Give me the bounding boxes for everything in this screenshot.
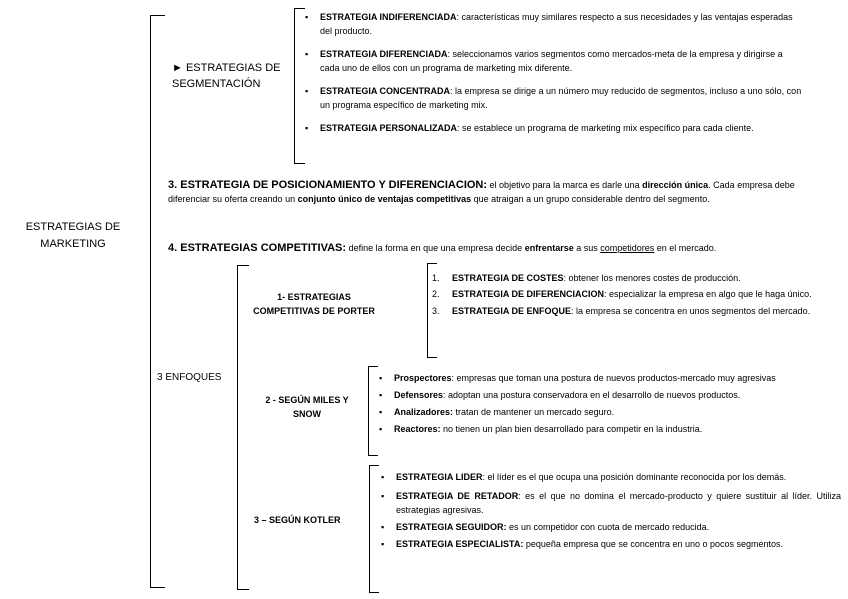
bullet-icon: ▪	[381, 472, 385, 482]
item-number: 3.	[432, 306, 440, 316]
competitivas-bold-1: enfrentarse	[524, 243, 574, 253]
posicionamiento-bold-2: conjunto único de ventajas competitivas	[297, 194, 472, 204]
porter-item	[432, 271, 832, 285]
bullet-icon: ▪	[379, 390, 383, 400]
kotler-item	[379, 470, 841, 484]
bullet-icon: ▪	[381, 491, 385, 501]
segmentacion-item	[303, 84, 803, 112]
item-text: no tienen un plan bien desarrollado para competir en la industria.	[440, 424, 703, 434]
miles-item	[377, 405, 832, 419]
posicionamiento-text-2: . Cada empresa debe diferenciar su oferta creando un	[168, 180, 795, 204]
bullet-icon: ▪	[305, 49, 309, 59]
competitivas-title: 4. ESTRATEGIAS COMPETITIVAS:	[168, 242, 347, 254]
kotler-bracket	[369, 465, 379, 593]
main-title: ESTRATEGIAS DE MARKETING	[25, 221, 121, 250]
item-text: : se establece un programa de marketing mix específico para cada cliente.	[457, 123, 754, 133]
segmentacion-label: ► ESTRATEGIAS DE SEGMENTACIÓN	[172, 62, 281, 90]
item-title: ESTRATEGIA LIDER	[396, 472, 483, 482]
segmentacion-item	[303, 10, 803, 38]
item-number: 2.	[432, 289, 440, 299]
enfoques-label: 3 ENFOQUES	[157, 372, 222, 383]
item-text: tratan de mantener un mercado seguro.	[453, 407, 615, 417]
bullet-icon: ▪	[379, 407, 383, 417]
bullet-icon: ▪	[379, 424, 383, 434]
item-text: pequeña empresa que se concentra en uno o pocos segmentos.	[523, 539, 784, 549]
competitivas-underline-1: competidores	[600, 243, 655, 253]
item-text: : la empresa se dirige a un número muy reducido de segmentos, incluso a uno sólo, con un programa específico de marketing mix.	[320, 86, 802, 110]
miles-item	[377, 422, 832, 436]
bullet-icon: ▪	[305, 123, 309, 133]
item-text: : especializar la empresa en algo que le haga único.	[604, 289, 812, 299]
item-text: : es el que no domina el mercado-producto y quiere sustituir al líder. Utiliza estrategias agresivas.	[396, 491, 841, 515]
item-text: : la empresa se concentra en unos segmentos del mercado.	[571, 306, 811, 316]
bullet-icon: ▪	[305, 12, 309, 22]
item-text: : obtener los menores costes de producción.	[563, 273, 741, 283]
kotler-label: 3 – SEGÚN KOTLER	[254, 515, 341, 525]
posicionamiento-bold-1: dirección única	[642, 180, 709, 190]
item-title: ESTRATEGIA ESPECIALISTA:	[396, 539, 524, 549]
porter-item	[432, 287, 832, 301]
item-text: : seleccionamos varios segmentos como mercados-meta de la empresa y dirigirse a cada uno de ellos con un programa de marketing mix diferente.	[320, 49, 783, 73]
kotler-item	[379, 520, 841, 534]
miles-item	[377, 371, 832, 385]
segmentacion-item	[303, 121, 803, 135]
competitivas-text-1: define la forma en que una empresa decide	[346, 243, 525, 253]
item-title: Reactores:	[394, 424, 441, 434]
posicionamiento-text-1: el objetivo para la marca es darle una	[487, 180, 643, 190]
item-title: Analizadores:	[394, 407, 454, 417]
bullet-icon: ▪	[379, 373, 383, 383]
item-title: ESTRATEGIA DE ENFOQUE	[452, 306, 572, 316]
posicionamiento-title: 3. ESTRATEGIA DE POSICIONAMIENTO Y DIFERENCIACION:	[168, 179, 488, 191]
porter-label: 1- ESTRATEGIAS COMPETITIVAS DE PORTER	[253, 292, 375, 316]
kotler-item	[379, 489, 841, 517]
bullet-icon: ▪	[305, 86, 309, 96]
porter-item	[432, 304, 832, 318]
main-bracket	[150, 15, 165, 588]
competitivas-text-3: en el mercado.	[654, 243, 717, 253]
item-title: ESTRATEGIA DE COSTES	[452, 273, 564, 283]
item-text: : empresas que toman una postura de nuevos productos-mercado muy agresivas	[451, 373, 776, 383]
bullet-icon: ▪	[381, 522, 385, 532]
segmentacion-item	[303, 47, 803, 75]
miles-list	[377, 371, 832, 436]
miles-item	[377, 388, 832, 402]
item-title: Defensores	[394, 390, 444, 400]
bullet-icon: ▪	[381, 539, 385, 549]
item-text: es un competidor con cuota de mercado reducida.	[506, 522, 710, 532]
item-title: ESTRATEGIA DIFERENCIADA	[320, 49, 448, 59]
item-text: : características muy similares respecto a sus necesidades y las ventajas esperadas del producto.	[320, 12, 793, 36]
segmentacion-list	[303, 10, 803, 135]
item-title: ESTRATEGIA CONCENTRADA	[320, 86, 450, 96]
item-text: : el líder es el que ocupa una posición dominante reconocida por los demás.	[482, 472, 787, 482]
item-title: ESTRATEGIA PERSONALIZADA	[320, 123, 458, 133]
competitivas-paragraph	[168, 241, 838, 255]
item-title: ESTRATEGIA DE RETADOR	[396, 491, 519, 501]
kotler-item	[379, 537, 841, 551]
item-text: : adoptan una postura conservadora en el desarrollo de nuevos productos.	[443, 390, 741, 400]
kotler-list	[379, 470, 841, 551]
item-number: 1.	[432, 273, 440, 283]
item-title: Prospectores	[394, 373, 452, 383]
miles-label: 2 - SEGÚN MILES Y SNOW	[265, 395, 349, 419]
competitivas-text-2: a sus	[573, 243, 601, 253]
porter-list	[432, 271, 832, 318]
item-title: ESTRATEGIA DE DIFERENCIACION	[452, 289, 605, 299]
posicionamiento-paragraph	[168, 178, 828, 206]
item-title: ESTRATEGIA INDIFERENCIADA	[320, 12, 457, 22]
posicionamiento-text-3: que atraigan a un grupo considerable dentro del segmento.	[471, 194, 710, 204]
item-title: ESTRATEGIA SEGUIDOR:	[396, 522, 507, 532]
